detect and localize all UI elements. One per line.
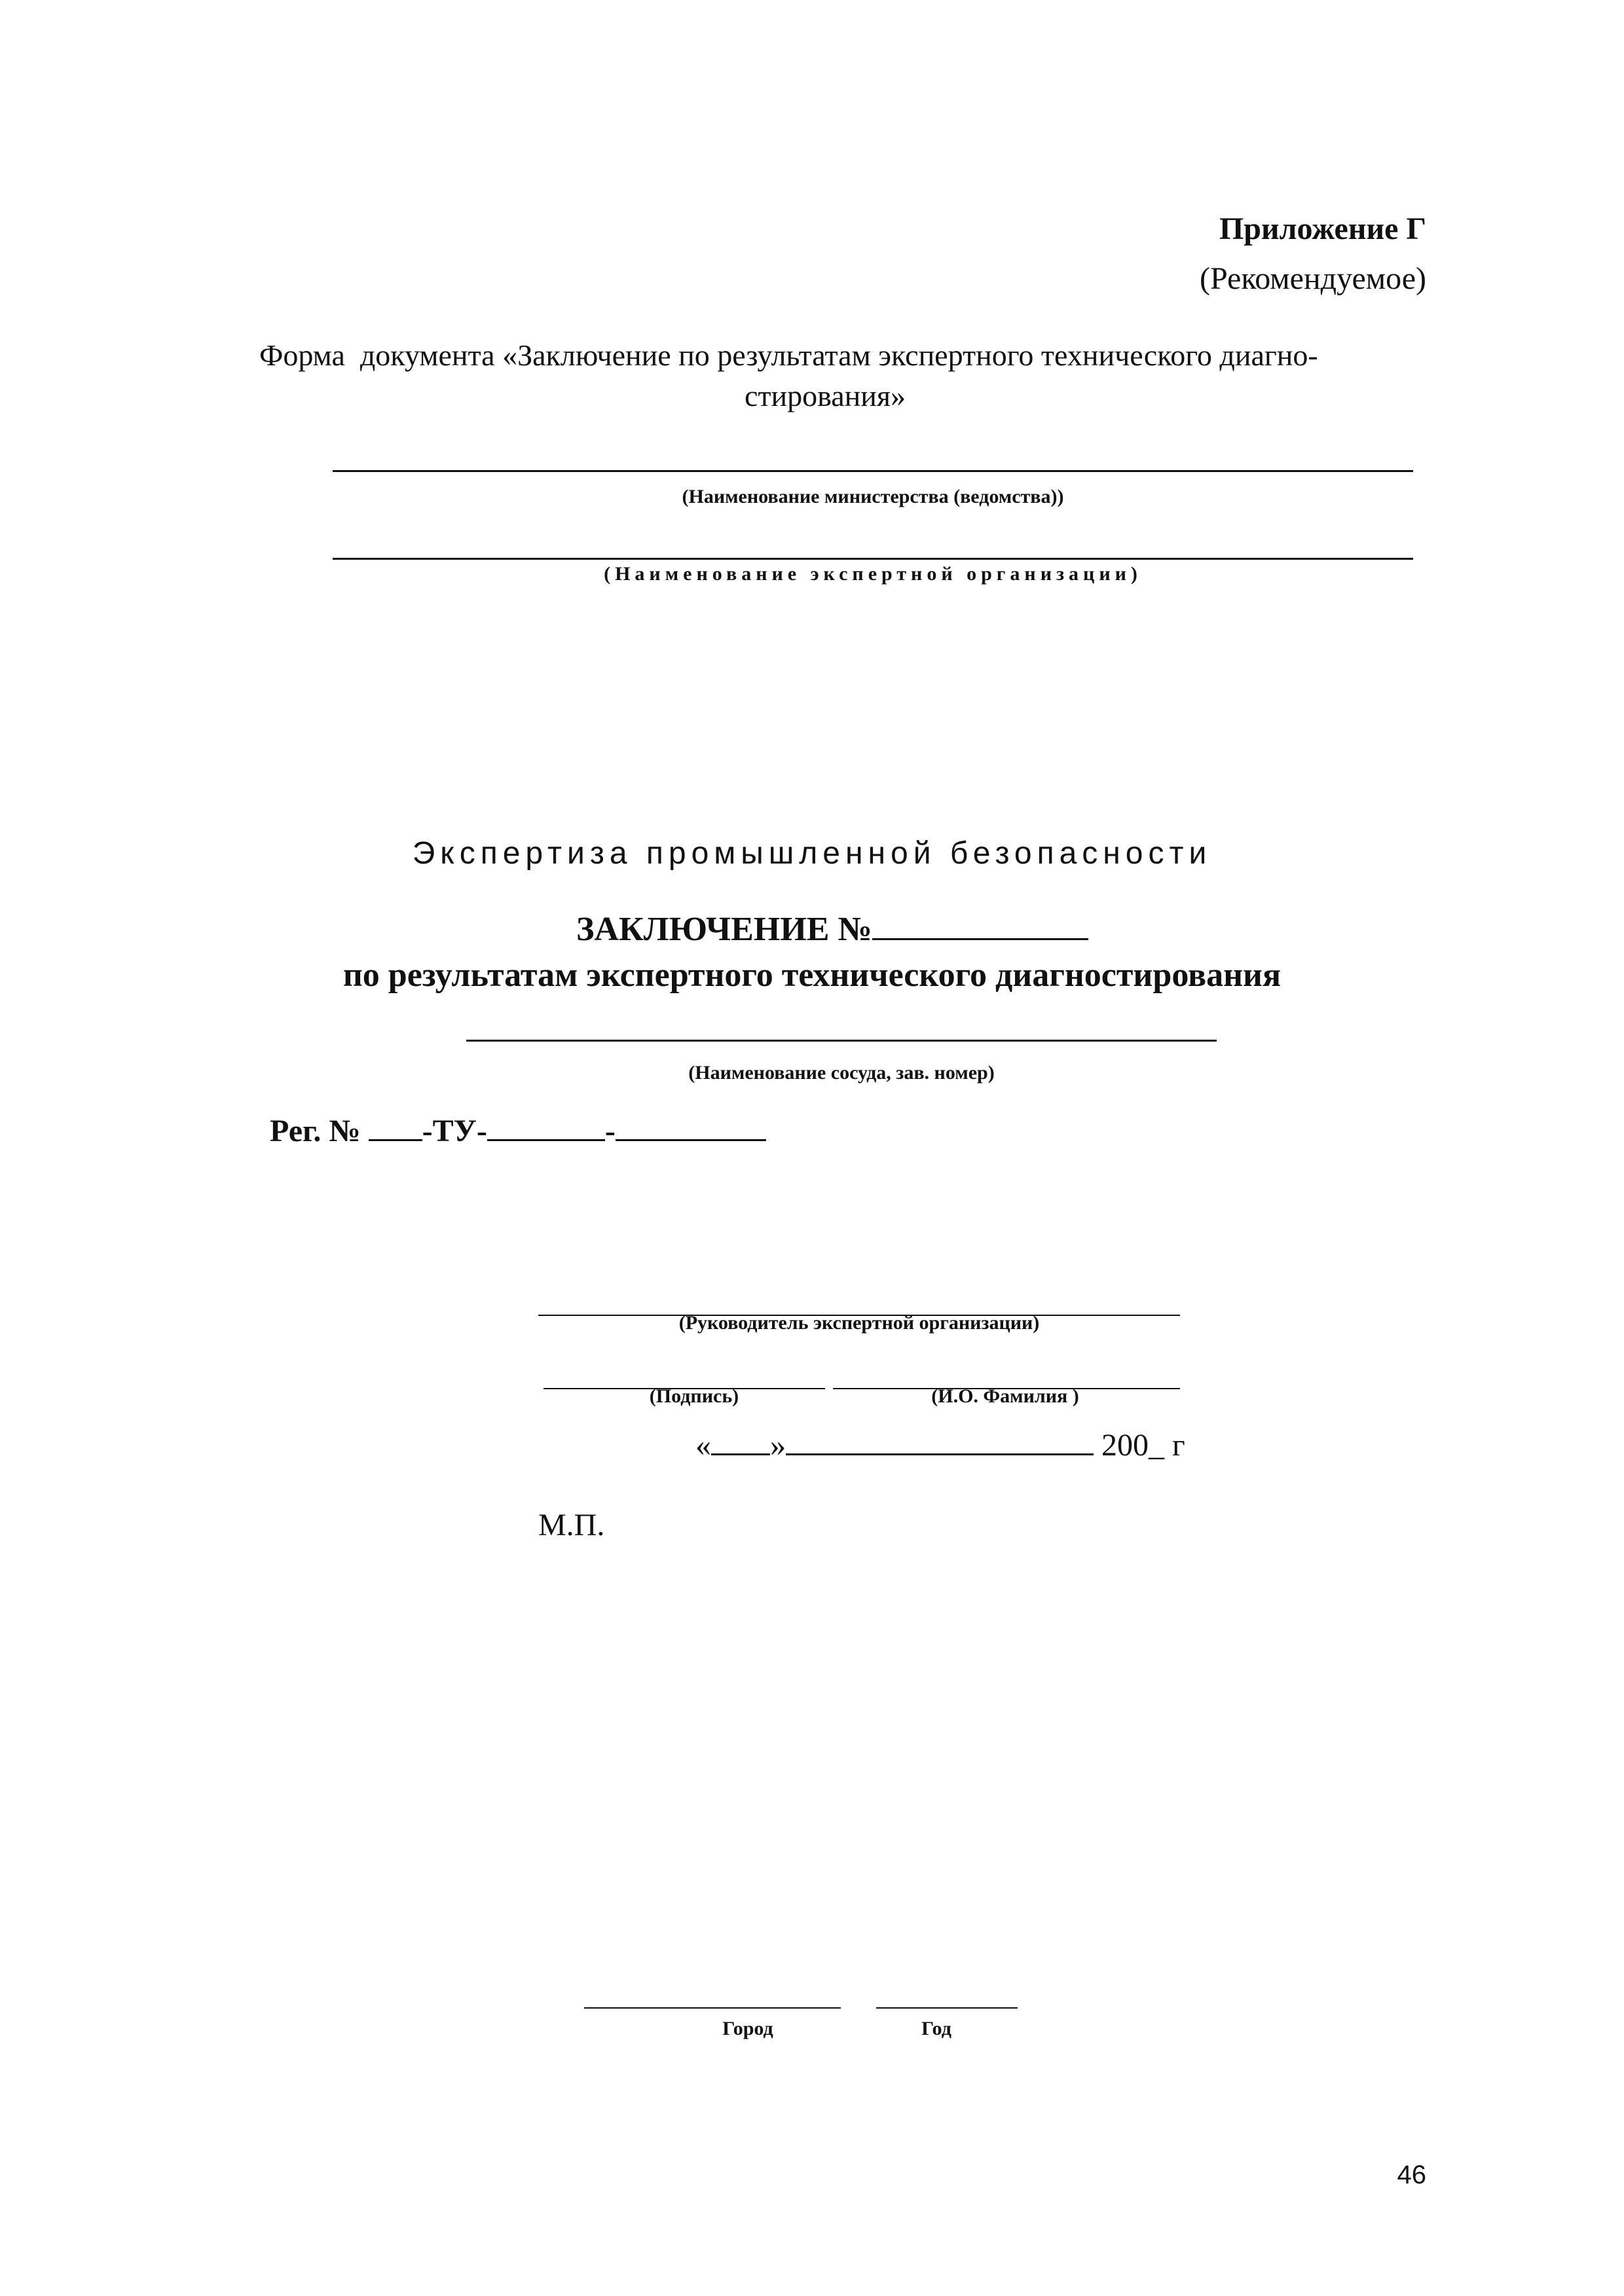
vessel-line bbox=[466, 1040, 1217, 1042]
signature-caption: (Подпись) bbox=[649, 1385, 739, 1407]
reg-number-row bbox=[270, 1113, 766, 1149]
reg-field-3[interactable] bbox=[616, 1113, 766, 1141]
reg-field-2[interactable] bbox=[487, 1113, 605, 1141]
year-caption: Год bbox=[921, 2018, 951, 2039]
conclusion-number-row bbox=[576, 910, 1088, 949]
conclusion-subtitle: по результатам экспертного технического диагностирования bbox=[342, 957, 1282, 994]
name-caption: (И.О. Фамилия ) bbox=[931, 1385, 1079, 1407]
appendix-subtitle: (Рекомендуемое) bbox=[1199, 261, 1426, 296]
form-heading-line1: Форма документа «Заключение по результатам экспертного технического диагно- bbox=[259, 338, 1318, 372]
head-caption: (Руководитель экспертной организации) bbox=[678, 1312, 1040, 1334]
reg-label: Рег. № bbox=[270, 1114, 361, 1148]
city-line bbox=[584, 2007, 841, 2009]
form-heading-line2: стирования» bbox=[744, 379, 906, 412]
reg-field-1[interactable] bbox=[369, 1113, 422, 1141]
city-caption: Город bbox=[722, 2018, 773, 2039]
date-close-quote: » bbox=[770, 1428, 786, 1463]
reg-dash: - bbox=[604, 1114, 616, 1148]
conclusion-number-field[interactable] bbox=[872, 912, 1088, 940]
stamp-placeholder: М.П. bbox=[538, 1508, 605, 1542]
ministry-caption: (Наименование министерства (ведомства)) bbox=[682, 486, 1064, 507]
year-line bbox=[876, 2007, 1018, 2009]
expertise-title: Экспертиза промышленной безопасности bbox=[412, 836, 1212, 871]
page-number: 46 bbox=[1397, 2160, 1426, 2189]
organization-line bbox=[333, 558, 1413, 560]
date-year: 200_ г bbox=[1101, 1428, 1185, 1463]
vessel-caption: (Наименование сосуда, зав. номер) bbox=[688, 1062, 995, 1084]
date-day-field[interactable] bbox=[711, 1427, 770, 1455]
conclusion-label: ЗАКЛЮЧЕНИЕ № bbox=[576, 911, 872, 948]
organization-caption: (Наименование экспертной организации) bbox=[604, 563, 1142, 585]
date-open-quote: « bbox=[695, 1428, 711, 1463]
date-month-field[interactable] bbox=[786, 1427, 1094, 1455]
ministry-line bbox=[333, 470, 1413, 472]
reg-tu: -ТУ- bbox=[422, 1114, 487, 1148]
appendix-title: Приложение Г bbox=[1219, 211, 1426, 246]
date-row bbox=[695, 1427, 1185, 1463]
